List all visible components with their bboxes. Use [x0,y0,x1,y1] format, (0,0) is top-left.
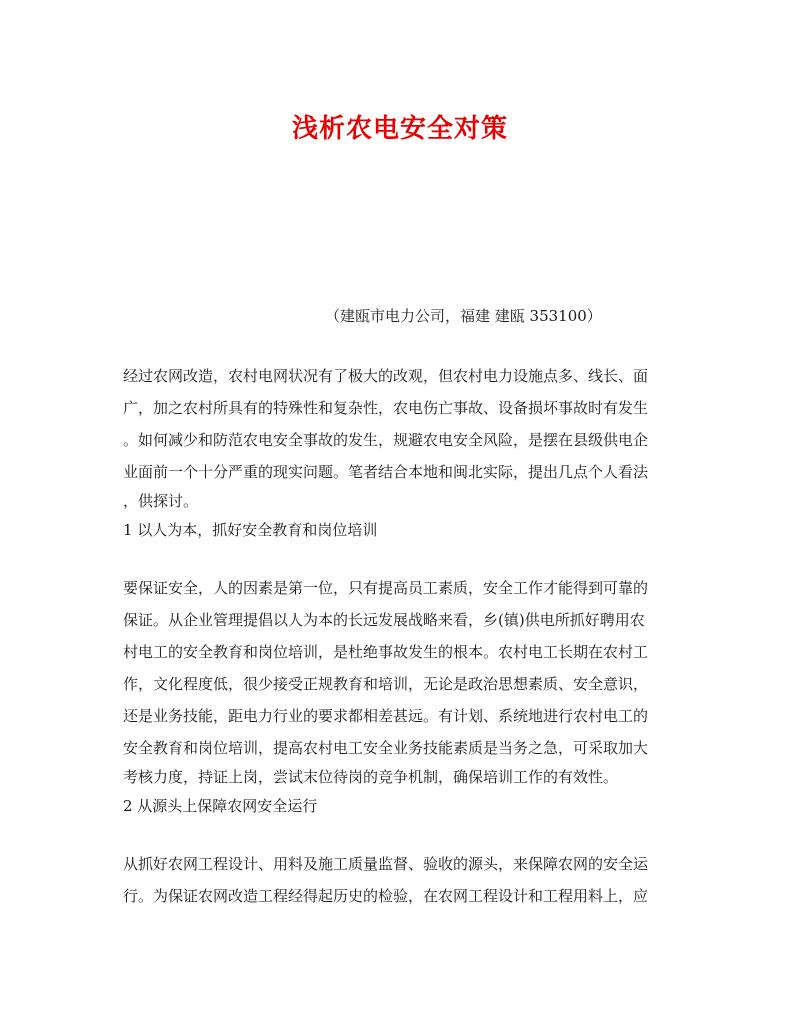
section2-line: 行。为保证农网改造工程经得起历史的检验，在农网工程设计和工程用料上，应 [123,887,649,905]
section1-line: 要保证安全，人的因素是第一位，只有提高员工素质，安全工作才能得到可靠的 [123,579,649,597]
section1-line: 安全教育和岗位培训，提高农村电工安全业务技能素质是当务之急，可采取加大 [123,739,649,757]
intro-line: 经过农网改造，农村电网状况有了极大的改观，但农村电力设施点多、线长、面 [123,367,649,385]
intro-line: ，供探讨。 [123,492,199,510]
section2-line: 从抓好农网工程设计、用料及施工质量监督、验收的源头，来保障农网的安全运 [123,855,649,873]
section1-line: 村电工的安全教育和岗位培训，是杜绝事故发生的根本。农村电工长期在农村工 [123,643,649,661]
section1-line: 作，文化程度低，很少接受正规教育和培训，无论是政治思想素质、安全意识， [123,675,649,693]
section1-line: 保证。从企业管理提倡以人为本的长远发展战略来看，乡(镇)供电所抓好聘用农 [123,611,645,629]
section1-line: 考核力度，持证上岗，尝试末位待岗的竞争机制，确保培训工作的有效性。 [123,768,619,786]
section-heading-2: 2 从源头上保障农网安全运行 [123,797,318,815]
document-title: 浅析农电安全对策 [291,114,508,144]
author-affiliation: （建瓯市电力公司，福建 建瓯 353100） [325,307,602,325]
intro-line: 广，加之农村所具有的特殊性和复杂性，农电伤亡事故、设备损坏事故时有发生 [123,399,649,417]
section-heading-1: 1 以人为本，抓好安全教育和岗位培训 [123,521,378,539]
intro-line: 业面前一个十分严重的现实问题。笔者结合本地和闽北实际，提出几点个人看法 [123,463,649,481]
intro-line: 。如何减少和防范农电安全事故的发生，规避农电安全风险，是摆在县级供电企 [123,431,649,449]
section1-line: 还是业务技能，距电力行业的要求都相差甚远。有计划、系统地进行农村电工的 [123,707,649,725]
